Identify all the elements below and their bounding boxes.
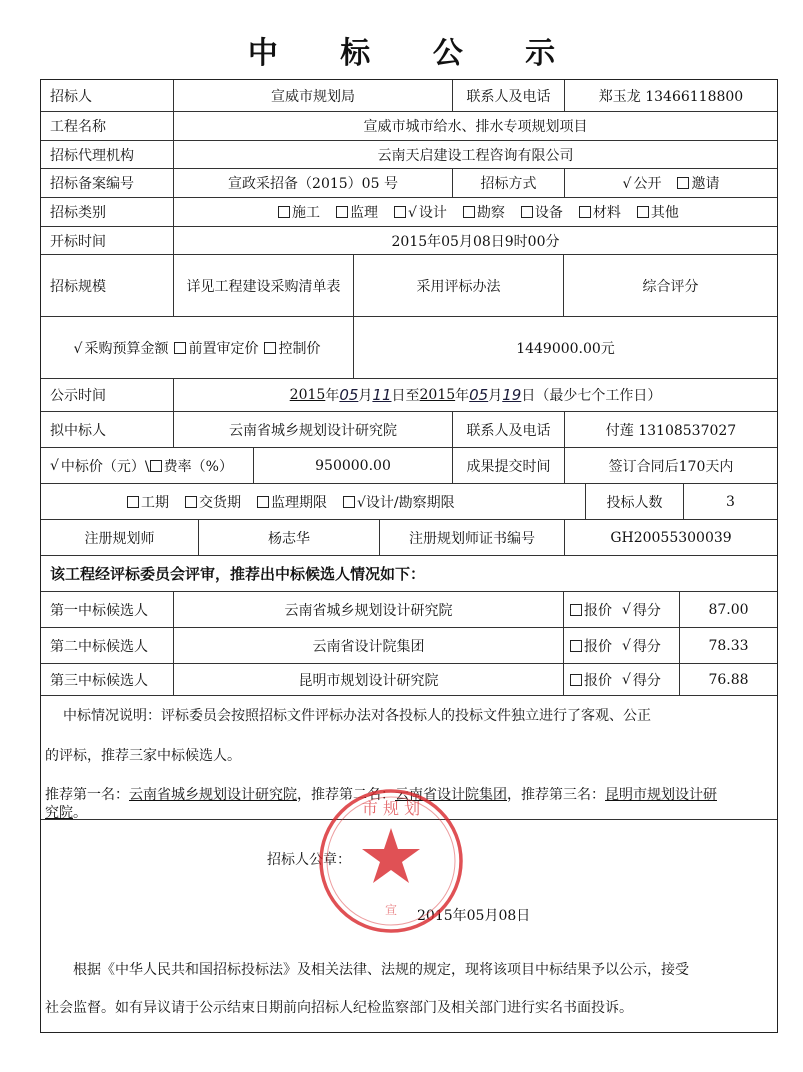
candidate-options xyxy=(563,664,679,695)
explanation-line-2: 的评标，推荐三家中标候选人。 xyxy=(45,748,241,764)
cert-label: 注册规划师证书编号 xyxy=(379,520,564,555)
candidate-option-1: 报价 xyxy=(584,602,612,619)
checkbox-icon xyxy=(521,206,533,218)
period-option-label: √设计/勘察期限 xyxy=(357,494,455,511)
row-price xyxy=(41,448,777,484)
publicity-end-month: 05 xyxy=(469,386,489,404)
budget-value: 1449000.00元 xyxy=(353,317,777,378)
row-record xyxy=(41,169,777,198)
rec-prefix-1: 推荐第一名： xyxy=(45,787,129,803)
checkbox-icon xyxy=(570,674,582,686)
candidate-option-1: 报价 xyxy=(584,672,612,689)
checkbox-icon xyxy=(174,342,186,354)
bidders-value: 3 xyxy=(683,484,777,519)
tenderer-contact-value: 郑玉龙 13466118800 xyxy=(564,80,777,111)
budget-option-label: 前置审定价 xyxy=(188,340,259,357)
candidate-score: 76.88 xyxy=(679,664,777,695)
price-label-2: 费率（%） xyxy=(163,458,233,475)
candidate-row xyxy=(41,628,777,664)
winner-value: 云南省城乡规划设计研究院 xyxy=(173,412,452,447)
publicity-value xyxy=(173,379,777,411)
eval-method-label: 采用评标办法 xyxy=(353,255,563,316)
winner-label: 拟中标人 xyxy=(50,422,106,439)
legal-line-1: 根据《中华人民共和国招标投标法》及相关法律、法规的规定，现将该项目中标结果予以公示，接受 xyxy=(73,962,689,978)
publicity-end-day: 19 xyxy=(502,386,522,404)
publicity-text: 月 xyxy=(488,388,503,404)
period-option-2 xyxy=(185,492,241,512)
category-equipment xyxy=(521,202,563,222)
seal-date: 2015年05月08日 xyxy=(417,908,531,924)
period-option-label: 交货期 xyxy=(199,494,241,511)
winner-contact-label: 联系人及电话 xyxy=(452,412,564,447)
record-label: 招标备案编号 xyxy=(50,176,134,192)
row-open-time xyxy=(41,227,777,255)
checkbox-icon xyxy=(127,496,139,508)
option-public-label: 公开 xyxy=(633,176,662,192)
option-public xyxy=(623,173,662,193)
rec-name-3a: 昆明市规划设计研 xyxy=(605,787,717,803)
planner-label: 注册规划师 xyxy=(84,530,155,547)
candidate-option-2: 得分 xyxy=(632,602,661,619)
row-category xyxy=(41,198,777,227)
checkbox-icon xyxy=(570,640,582,652)
candidate-rank: 第一中标候选人 xyxy=(50,602,148,619)
row-budget xyxy=(41,317,777,379)
open-time-value: 2015年05月08日9时00分 xyxy=(173,227,777,254)
publicity-start-month: 05 xyxy=(339,386,359,404)
category-options xyxy=(173,198,777,226)
period-option-label: 监理期限 xyxy=(271,494,327,511)
svg-text:宣: 宣 xyxy=(384,903,398,917)
check-icon: √ xyxy=(622,601,631,618)
category-option-label: 监理 xyxy=(350,205,378,221)
publicity-end-year: 2015 xyxy=(419,387,456,403)
candidate-options xyxy=(563,628,679,663)
check-icon: √ xyxy=(73,340,83,357)
candidate-option-2: 得分 xyxy=(632,672,661,689)
page-title: 中 标 公 示 xyxy=(247,36,582,71)
agency-value: 云南天启建设工程咨询有限公司 xyxy=(173,141,777,168)
eval-method-value: 综合评分 xyxy=(563,255,777,316)
check-icon: √ xyxy=(622,637,631,654)
check-icon: √ xyxy=(622,671,631,688)
rec-name-1: 云南省城乡规划设计研究院 xyxy=(129,787,297,803)
budget-option-label: 采购预算金额 xyxy=(84,340,169,357)
option-invite xyxy=(677,173,719,193)
method-options xyxy=(564,169,777,197)
price-label-1: 中标价（元）\ xyxy=(60,458,150,475)
checkbox-icon xyxy=(570,604,582,616)
svg-text:市 规 划: 市 规 划 xyxy=(361,799,421,818)
category-construction xyxy=(278,202,320,222)
publicity-text: 日 xyxy=(521,388,536,404)
checkbox-icon xyxy=(257,496,269,508)
category-option-label: 设计 xyxy=(418,205,447,221)
candidate-score: 87.00 xyxy=(679,592,777,627)
period-option-label: 工期 xyxy=(141,494,169,511)
submit-time-value: 签订合同后170天内 xyxy=(564,448,777,483)
candidate-rank: 第三中标候选人 xyxy=(50,672,148,689)
publicity-start-year: 2015 xyxy=(289,387,326,403)
check-icon: √ xyxy=(408,205,417,221)
category-other xyxy=(637,202,679,222)
candidate-row xyxy=(41,664,777,696)
project-label: 工程名称 xyxy=(50,119,106,135)
legal-line-2: 社会监督。如有异议请于公示结束日期前向招标人纪检监察部门及相关部门进行实名书面投诉。 xyxy=(45,1000,633,1016)
candidate-score: 78.33 xyxy=(679,628,777,663)
project-value: 宣威市城市给水、排水专项规划项目 xyxy=(173,112,777,140)
agency-label: 招标代理机构 xyxy=(50,147,134,164)
check-icon: √ xyxy=(622,176,632,192)
category-option-label: 勘察 xyxy=(476,205,505,221)
candidate-name: 云南省设计院集团 xyxy=(173,628,563,663)
checkbox-icon xyxy=(150,460,162,472)
checkbox-icon xyxy=(677,177,689,189)
category-survey xyxy=(463,202,505,222)
open-time-label: 开标时间 xyxy=(50,233,106,250)
submit-time-label: 成果提交时间 xyxy=(452,448,564,483)
category-option-label: 施工 xyxy=(292,205,320,221)
candidate-option-2: 得分 xyxy=(632,638,661,655)
candidate-options xyxy=(563,592,679,627)
period-options xyxy=(41,484,585,519)
candidate-row xyxy=(41,592,777,628)
checkbox-icon xyxy=(185,496,197,508)
budget-option-2 xyxy=(174,338,258,358)
candidate-name: 云南省城乡规划设计研究院 xyxy=(173,592,563,627)
row-tenderer xyxy=(41,80,777,112)
category-supervision xyxy=(336,202,378,222)
method-label: 招标方式 xyxy=(452,169,564,197)
tenderer-value: 宣威市规划局 xyxy=(173,80,452,111)
record-value: 宣政采招备（2015）05 号 xyxy=(173,169,452,197)
publicity-note: （最少七个工作日） xyxy=(535,388,662,404)
price-label xyxy=(41,448,253,483)
candidate-option-1: 报价 xyxy=(584,638,612,655)
row-period xyxy=(41,484,777,520)
tenderer-contact-label: 联系人及电话 xyxy=(452,80,564,111)
check-icon: √ xyxy=(50,457,59,474)
budget-option-3 xyxy=(264,338,320,358)
category-option-label: 其他 xyxy=(650,205,679,221)
checkbox-icon xyxy=(463,206,475,218)
period-option-3 xyxy=(257,492,327,512)
rec-prefix-2: ，推荐第二名： xyxy=(297,787,395,803)
seal-label: 招标人公章： xyxy=(267,852,351,868)
rec-prefix-3: ，推荐第三名： xyxy=(507,787,605,803)
checkbox-icon xyxy=(579,206,591,218)
category-material xyxy=(579,202,621,222)
winner-contact-value: 付莲 13108537027 xyxy=(564,412,777,447)
row-scale xyxy=(41,255,777,317)
row-project xyxy=(41,112,777,141)
checkbox-icon xyxy=(637,206,649,218)
checkbox-icon xyxy=(264,342,276,354)
publicity-start-day: 11 xyxy=(372,386,392,404)
period-option-4 xyxy=(343,492,455,512)
row-planner xyxy=(41,520,777,556)
publicity-text: 月 xyxy=(358,388,373,404)
publicity-label: 公示时间 xyxy=(50,388,106,404)
tenderer-label: 招标人 xyxy=(50,88,92,105)
publicity-text: 年 xyxy=(325,388,340,404)
checkbox-icon xyxy=(336,206,348,218)
category-design xyxy=(394,202,447,222)
checkbox-icon xyxy=(278,206,290,218)
rec-name-3b: 究院 xyxy=(45,805,73,821)
period-option-1 xyxy=(127,492,169,512)
checkbox-icon xyxy=(394,206,406,218)
rec-name-2: 云南省设计院集团 xyxy=(395,787,507,803)
price-value: 950000.00 xyxy=(253,448,452,483)
bidders-label: 投标人数 xyxy=(585,484,683,519)
budget-option-1 xyxy=(74,338,169,358)
rec-end: 。 xyxy=(73,805,87,821)
budget-option-label: 控制价 xyxy=(278,340,321,357)
category-option-label: 设备 xyxy=(534,205,563,221)
row-agency xyxy=(41,141,777,169)
row-committee xyxy=(41,556,777,592)
row-winner xyxy=(41,412,777,448)
official-seal-icon xyxy=(316,786,466,936)
category-label: 招标类别 xyxy=(50,205,106,221)
planner-value: 杨志华 xyxy=(198,520,379,555)
publicity-text: 日至 xyxy=(391,388,420,404)
candidate-name: 昆明市规划设计研究院 xyxy=(173,664,563,695)
checkbox-icon xyxy=(343,496,355,508)
cert-value: GH20055300039 xyxy=(564,520,777,555)
option-invite-label: 邀请 xyxy=(691,176,720,192)
committee-heading: 该工程经评标委员会评审，推荐出中标候选人情况如下： xyxy=(50,565,426,583)
budget-options xyxy=(41,317,353,378)
scale-label: 招标规模 xyxy=(50,278,106,295)
explanation-line-1: 中标情况说明：评标委员会按照招标文件评标办法对各投标人的投标文件独立进行了客观、公正 xyxy=(63,708,651,724)
row-publicity xyxy=(41,379,777,412)
category-option-label: 材料 xyxy=(592,205,621,221)
candidate-rank: 第二中标候选人 xyxy=(50,638,148,655)
scale-value: 详见工程建设采购清单表 xyxy=(173,255,353,316)
publicity-text: 年 xyxy=(455,388,470,404)
